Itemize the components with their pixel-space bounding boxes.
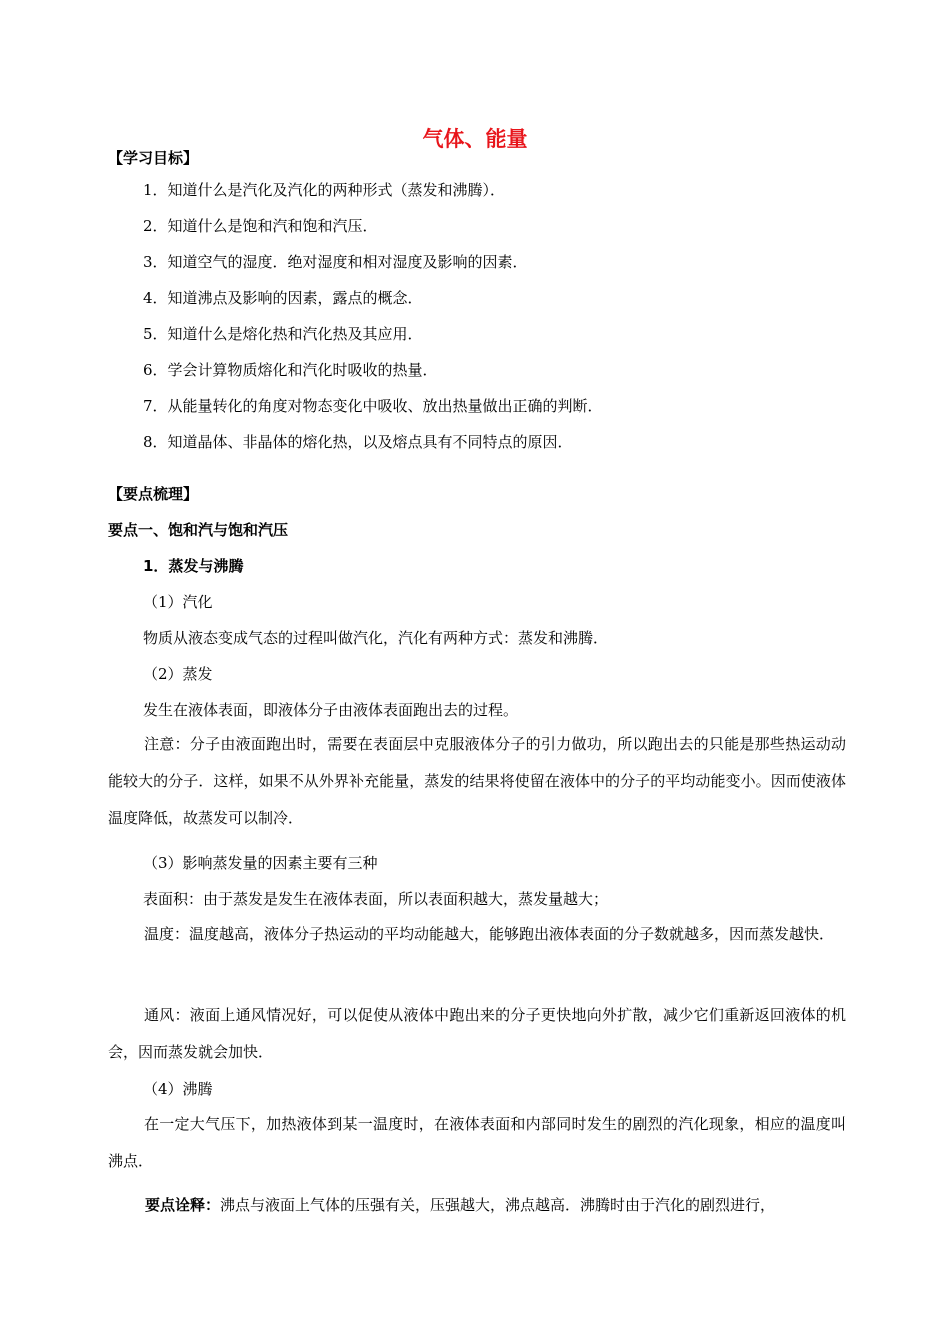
goal-item: 1．知道什么是汽化及汽化的两种形式（蒸发和沸腾）． xyxy=(143,181,506,199)
goal-item: 7．从能量转化的角度对物态变化中吸收、放出热量做出正确的判断． xyxy=(143,397,603,415)
goal-item: 5．知道什么是熔化热和汽化热及其应用． xyxy=(143,325,423,343)
item-label: （1）汽化 xyxy=(143,593,213,611)
paragraph: 表面积：由于蒸发是发生在液体表面，所以表面积越大，蒸发量越大； xyxy=(143,890,609,908)
item-label: （2）蒸发 xyxy=(143,665,213,683)
item-label: （3）影响蒸发量的因素主要有三种 xyxy=(143,854,378,872)
goal-item: 2．知道什么是饱和汽和饱和汽压． xyxy=(143,217,378,235)
explain-label: 要点诠释： xyxy=(145,1196,221,1214)
paragraph: 温度：温度越高，液体分子热运动的平均动能越大，能够跑出液体表面的分子数就越多，因而蒸发越快． xyxy=(144,925,835,943)
page-title: 气体、能量 xyxy=(422,127,528,151)
explain-line xyxy=(145,1195,775,1215)
paragraph: 发生在液体表面，即液体分子由液体表面跑出去的过程。 xyxy=(143,701,519,719)
goals-heading: 【学习目标】 xyxy=(108,149,199,167)
paragraph: 物质从液态变成气态的过程叫做汽化，汽化有两种方式：蒸发和沸腾． xyxy=(143,629,609,647)
goal-item: 6．学会计算物质熔化和汽化时吸收的热量． xyxy=(143,361,438,379)
goal-item: 3．知道空气的湿度．绝对湿度和相对湿度及影响的因素． xyxy=(143,253,528,271)
item-label: （4）沸腾 xyxy=(143,1080,213,1098)
note-paragraph: 注意：分子由液面跑出时，需要在表面层中克服液体分子的引力做功，所以跑出去的只能是那些热运动动能较大的分子．这样，如果不从外界补充能量，蒸发的结果将使留在液体中的分子的平均动能变小。因而使液体温度降低，故蒸发可以制冷． xyxy=(108,735,846,827)
subsection-heading: 1．蒸发与沸腾 xyxy=(143,557,244,575)
goal-item: 4．知道沸点及影响的因素，露点的概念． xyxy=(143,289,423,307)
section-heading: 要点一、饱和汽与饱和汽压 xyxy=(108,521,289,539)
goal-item: 8．知道晶体、非晶体的熔化热，以及熔点具有不同特点的原因． xyxy=(143,433,573,451)
explain-text: 沸点与液面上气体的压强有关，压强越大，沸点越高．沸腾时由于汽化的剧烈进行， xyxy=(220,1196,776,1214)
points-heading: 【要点梳理】 xyxy=(108,485,199,503)
paragraph: 通风：液面上通风情况好，可以促使从液体中跑出来的分子更快地向外扩散，减少它们重新返回液体的机会，因而蒸发就会加快． xyxy=(108,1006,846,1061)
paragraph: 在一定大气压下，加热液体到某一温度时，在液体表面和内部同时发生的剧烈的汽化现象，相应的温度叫沸点． xyxy=(108,1115,846,1170)
